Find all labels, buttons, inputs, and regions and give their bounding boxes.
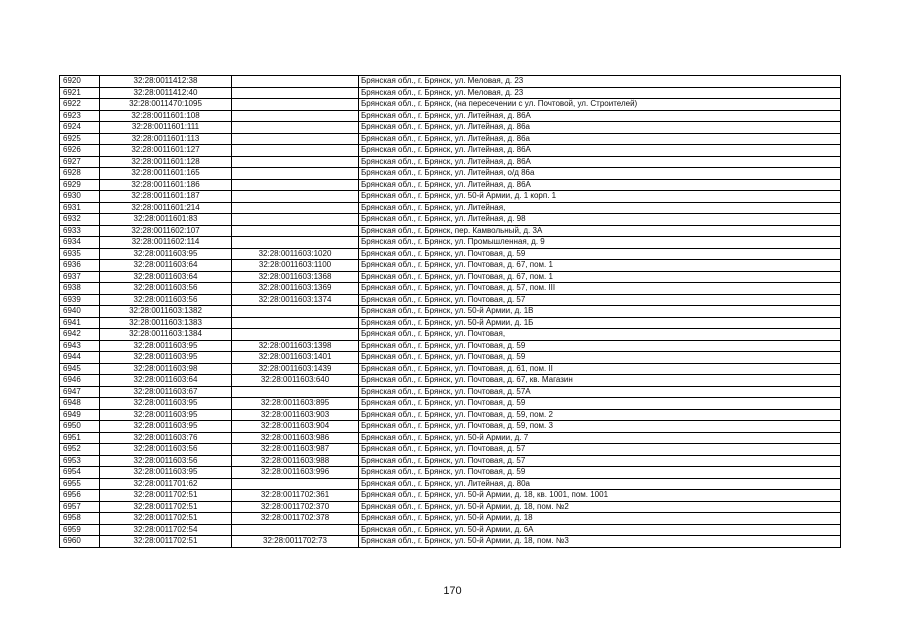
cell-cadastral-number: 32:28:0011412:38 bbox=[100, 76, 232, 88]
cell-number: 6943 bbox=[60, 340, 100, 352]
cell-cadastral-number: 32:28:0011603:56 bbox=[100, 283, 232, 295]
cell-number: 6939 bbox=[60, 294, 100, 306]
table-row bbox=[60, 363, 841, 375]
cell-number: 6935 bbox=[60, 248, 100, 260]
cell-parent-cadastral-number: 32:28:0011603:1100 bbox=[232, 260, 359, 272]
cell-parent-cadastral-number: 32:28:0011603:987 bbox=[232, 444, 359, 456]
cell-address: Брянская обл., г. Брянск, ул. Литейная, д. 86А bbox=[359, 110, 841, 122]
table-row bbox=[60, 467, 841, 479]
table-row bbox=[60, 501, 841, 513]
cell-address: Брянская обл., г. Брянск, ул. Литейная, bbox=[359, 202, 841, 214]
cell-cadastral-number: 32:28:0011601:111 bbox=[100, 122, 232, 134]
cell-address: Брянская обл., г. Брянск, ул. Литейная, д. 86а bbox=[359, 122, 841, 134]
cell-parent-cadastral-number bbox=[232, 237, 359, 249]
cell-address: Брянская обл., г. Брянск, ул. 50-й Армии, д. 18, кв. 1001, пом. 1001 bbox=[359, 490, 841, 502]
table-row bbox=[60, 444, 841, 456]
cell-cadastral-number: 32:28:0011603:95 bbox=[100, 421, 232, 433]
cell-cadastral-number: 32:28:0011702:51 bbox=[100, 490, 232, 502]
table-row bbox=[60, 76, 841, 88]
table-row bbox=[60, 375, 841, 387]
cell-cadastral-number: 32:28:0011701:62 bbox=[100, 478, 232, 490]
cell-parent-cadastral-number: 32:28:0011603:895 bbox=[232, 398, 359, 410]
cell-number: 6957 bbox=[60, 501, 100, 513]
cell-cadastral-number: 32:28:0011601:83 bbox=[100, 214, 232, 226]
table-row bbox=[60, 191, 841, 203]
cell-address: Брянская обл., г. Брянск, ул. Литейная, д. 86А bbox=[359, 145, 841, 157]
cell-address: Брянская обл., г. Брянск, ул. Почтовая, д. 57 bbox=[359, 444, 841, 456]
table-row bbox=[60, 237, 841, 249]
cell-cadastral-number: 32:28:0011603:98 bbox=[100, 363, 232, 375]
cell-parent-cadastral-number bbox=[232, 76, 359, 88]
cell-parent-cadastral-number bbox=[232, 145, 359, 157]
cell-address: Брянская обл., г. Брянск, (на пересечении с ул. Почтовой, ул. Строителей) bbox=[359, 99, 841, 111]
cell-number: 6954 bbox=[60, 467, 100, 479]
cell-address: Брянская обл., г. Брянск, ул. Почтовая, д. 59, пом. 2 bbox=[359, 409, 841, 421]
cell-address: Брянская обл., г. Брянск, ул. Почтовая, bbox=[359, 329, 841, 341]
cell-address: Брянская обл., г. Брянск, ул. Почтовая, д. 57 bbox=[359, 294, 841, 306]
table-row bbox=[60, 225, 841, 237]
cell-address: Брянская обл., г. Брянск, ул. Почтовая, д. 61, пом. II bbox=[359, 363, 841, 375]
cell-cadastral-number: 32:28:0011702:54 bbox=[100, 524, 232, 536]
cell-number: 6932 bbox=[60, 214, 100, 226]
table-row bbox=[60, 432, 841, 444]
table-row bbox=[60, 340, 841, 352]
cell-number: 6929 bbox=[60, 179, 100, 191]
cell-address: Брянская обл., г. Брянск, ул. Почтовая, д. 59 bbox=[359, 340, 841, 352]
table-row bbox=[60, 478, 841, 490]
cell-number: 6921 bbox=[60, 87, 100, 99]
cell-number: 6950 bbox=[60, 421, 100, 433]
cell-cadastral-number: 32:28:0011603:95 bbox=[100, 340, 232, 352]
cell-cadastral-number: 32:28:0011603:67 bbox=[100, 386, 232, 398]
cell-parent-cadastral-number: 32:28:0011603:986 bbox=[232, 432, 359, 444]
cell-number: 6933 bbox=[60, 225, 100, 237]
cell-number: 6959 bbox=[60, 524, 100, 536]
table-row bbox=[60, 156, 841, 168]
cell-address: Брянская обл., г. Брянск, ул. 50-й Армии, д. 18 bbox=[359, 513, 841, 525]
cell-parent-cadastral-number: 32:28:0011603:996 bbox=[232, 467, 359, 479]
cell-address: Брянская обл., г. Брянск, пер. Камвольный, д. 3А bbox=[359, 225, 841, 237]
cell-number: 6931 bbox=[60, 202, 100, 214]
cell-number: 6922 bbox=[60, 99, 100, 111]
cell-address: Брянская обл., г. Брянск, ул. Почтовая, д. 67, пом. 1 bbox=[359, 271, 841, 283]
cell-number: 6920 bbox=[60, 76, 100, 88]
table-row bbox=[60, 421, 841, 433]
cell-address: Брянская обл., г. Брянск, ул. Почтовая, д. 59 bbox=[359, 467, 841, 479]
cell-parent-cadastral-number: 32:28:0011603:1439 bbox=[232, 363, 359, 375]
cell-number: 6936 bbox=[60, 260, 100, 272]
table-row bbox=[60, 260, 841, 272]
cell-cadastral-number: 32:28:0011601:108 bbox=[100, 110, 232, 122]
cell-parent-cadastral-number: 32:28:0011603:903 bbox=[232, 409, 359, 421]
cell-address: Брянская обл., г. Брянск, ул. Почтовая, д. 59 bbox=[359, 352, 841, 364]
table-row bbox=[60, 490, 841, 502]
cell-address: Брянская обл., г. Брянск, ул. Почтовая, д. 57 bbox=[359, 455, 841, 467]
cell-parent-cadastral-number bbox=[232, 110, 359, 122]
table-row bbox=[60, 294, 841, 306]
cell-number: 6938 bbox=[60, 283, 100, 295]
cell-cadastral-number: 32:28:0011603:64 bbox=[100, 260, 232, 272]
table-row bbox=[60, 179, 841, 191]
cell-number: 6945 bbox=[60, 363, 100, 375]
cell-address: Брянская обл., г. Брянск, ул. Литейная, д. 86а bbox=[359, 133, 841, 145]
cell-address: Брянская обл., г. Брянск, ул. Почтовая, д. 59 bbox=[359, 398, 841, 410]
cell-cadastral-number: 32:28:0011603:56 bbox=[100, 455, 232, 467]
cell-cadastral-number: 32:28:0011603:1382 bbox=[100, 306, 232, 318]
cell-number: 6946 bbox=[60, 375, 100, 387]
table-row bbox=[60, 329, 841, 341]
table-row bbox=[60, 386, 841, 398]
cell-number: 6948 bbox=[60, 398, 100, 410]
cell-parent-cadastral-number bbox=[232, 133, 359, 145]
cell-address: Брянская обл., г. Брянск, ул. Литейная, д. 98 bbox=[359, 214, 841, 226]
cell-parent-cadastral-number bbox=[232, 87, 359, 99]
cell-parent-cadastral-number bbox=[232, 191, 359, 203]
cell-parent-cadastral-number bbox=[232, 168, 359, 180]
cell-number: 6947 bbox=[60, 386, 100, 398]
cell-cadastral-number: 32:28:0011603:56 bbox=[100, 444, 232, 456]
cell-address: Брянская обл., г. Брянск, ул. Меловая, д. 23 bbox=[359, 76, 841, 88]
table-row bbox=[60, 145, 841, 157]
cell-number: 6958 bbox=[60, 513, 100, 525]
cell-parent-cadastral-number bbox=[232, 386, 359, 398]
cell-number: 6925 bbox=[60, 133, 100, 145]
cell-address: Брянская обл., г. Брянск, ул. 50-й Армии, д. 7 bbox=[359, 432, 841, 444]
cell-number: 6926 bbox=[60, 145, 100, 157]
cell-cadastral-number: 32:28:0011601:165 bbox=[100, 168, 232, 180]
cell-address: Брянская обл., г. Брянск, ул. Почтовая, д. 67, пом. 1 bbox=[359, 260, 841, 272]
cell-cadastral-number: 32:28:0011603:1383 bbox=[100, 317, 232, 329]
cell-parent-cadastral-number bbox=[232, 156, 359, 168]
cell-parent-cadastral-number bbox=[232, 122, 359, 134]
cell-number: 6923 bbox=[60, 110, 100, 122]
table-row bbox=[60, 271, 841, 283]
cell-cadastral-number: 32:28:0011603:64 bbox=[100, 375, 232, 387]
cell-number: 6960 bbox=[60, 536, 100, 548]
cadastral-table bbox=[59, 75, 841, 548]
cell-cadastral-number: 32:28:0011702:51 bbox=[100, 501, 232, 513]
cell-address: Брянская обл., г. Брянск, ул. Почтовая, д. 59, пом. 3 bbox=[359, 421, 841, 433]
cell-address: Брянская обл., г. Брянск, ул. Почтовая, д. 57, пом. III bbox=[359, 283, 841, 295]
table-row bbox=[60, 524, 841, 536]
cell-parent-cadastral-number: 32:28:0011603:904 bbox=[232, 421, 359, 433]
cell-cadastral-number: 32:28:0011603:64 bbox=[100, 271, 232, 283]
table-row bbox=[60, 99, 841, 111]
cell-cadastral-number: 32:28:0011601:214 bbox=[100, 202, 232, 214]
cell-number: 6949 bbox=[60, 409, 100, 421]
table-row bbox=[60, 202, 841, 214]
cell-number: 6934 bbox=[60, 237, 100, 249]
cell-number: 6952 bbox=[60, 444, 100, 456]
cell-address: Брянская обл., г. Брянск, ул. 50-й Армии, д. 6А bbox=[359, 524, 841, 536]
cell-number: 6953 bbox=[60, 455, 100, 467]
cell-address: Брянская обл., г. Брянск, ул. 50-й Армии, д. 1Б bbox=[359, 317, 841, 329]
cell-number: 6944 bbox=[60, 352, 100, 364]
cell-parent-cadastral-number: 32:28:0011603:640 bbox=[232, 375, 359, 387]
cell-parent-cadastral-number: 32:28:0011603:1368 bbox=[232, 271, 359, 283]
cell-address: Брянская обл., г. Брянск, ул. Литейная, д. 86А bbox=[359, 179, 841, 191]
table-row bbox=[60, 122, 841, 134]
cell-number: 6924 bbox=[60, 122, 100, 134]
cell-address: Брянская обл., г. Брянск, ул. 50-й Армии, д. 18, пом. №2 bbox=[359, 501, 841, 513]
cell-number: 6927 bbox=[60, 156, 100, 168]
cell-address: Брянская обл., г. Брянск, ул. Почтовая, д. 57А bbox=[359, 386, 841, 398]
cell-address: Брянская обл., г. Брянск, ул. Литейная, д. 86А bbox=[359, 156, 841, 168]
cell-number: 6930 bbox=[60, 191, 100, 203]
cell-parent-cadastral-number bbox=[232, 478, 359, 490]
cell-number: 6937 bbox=[60, 271, 100, 283]
cell-cadastral-number: 32:28:0011602:107 bbox=[100, 225, 232, 237]
cell-number: 6928 bbox=[60, 168, 100, 180]
cell-cadastral-number: 32:28:0011603:95 bbox=[100, 467, 232, 479]
cell-parent-cadastral-number bbox=[232, 225, 359, 237]
cell-parent-cadastral-number bbox=[232, 179, 359, 191]
table-row bbox=[60, 352, 841, 364]
cell-parent-cadastral-number: 32:28:0011603:1374 bbox=[232, 294, 359, 306]
cell-cadastral-number: 32:28:0011601:128 bbox=[100, 156, 232, 168]
cell-address: Брянская обл., г. Брянск, ул. 50-й Армии, д. 1В bbox=[359, 306, 841, 318]
cell-cadastral-number: 32:28:0011601:127 bbox=[100, 145, 232, 157]
cell-parent-cadastral-number: 32:28:0011603:1401 bbox=[232, 352, 359, 364]
cell-address: Брянская обл., г. Брянск, ул. Почтовая, д. 67, кв. Магазин bbox=[359, 375, 841, 387]
cell-number: 6956 bbox=[60, 490, 100, 502]
cell-cadastral-number: 32:28:0011702:51 bbox=[100, 513, 232, 525]
cell-cadastral-number: 32:28:0011603:1384 bbox=[100, 329, 232, 341]
cell-parent-cadastral-number bbox=[232, 202, 359, 214]
cell-address: Брянская обл., г. Брянск, ул. Меловая, д. 23 bbox=[359, 87, 841, 99]
cell-cadastral-number: 32:28:0011702:51 bbox=[100, 536, 232, 548]
cell-number: 6955 bbox=[60, 478, 100, 490]
cell-parent-cadastral-number: 32:28:0011702:73 bbox=[232, 536, 359, 548]
cell-parent-cadastral-number bbox=[232, 306, 359, 318]
cell-cadastral-number: 32:28:0011601:187 bbox=[100, 191, 232, 203]
table-row bbox=[60, 283, 841, 295]
table-row bbox=[60, 110, 841, 122]
cell-number: 6941 bbox=[60, 317, 100, 329]
cell-parent-cadastral-number bbox=[232, 317, 359, 329]
cell-number: 6942 bbox=[60, 329, 100, 341]
table-row bbox=[60, 409, 841, 421]
table-row bbox=[60, 317, 841, 329]
cell-address: Брянская обл., г. Брянск, ул. Литейная, о/д 86а bbox=[359, 168, 841, 180]
cell-address: Брянская обл., г. Брянск, ул. Почтовая, д. 59 bbox=[359, 248, 841, 260]
cell-parent-cadastral-number bbox=[232, 214, 359, 226]
table-row bbox=[60, 398, 841, 410]
cell-parent-cadastral-number: 32:28:0011603:988 bbox=[232, 455, 359, 467]
table-row bbox=[60, 536, 841, 548]
cell-cadastral-number: 32:28:0011601:186 bbox=[100, 179, 232, 191]
table-row bbox=[60, 133, 841, 145]
cell-number: 6940 bbox=[60, 306, 100, 318]
cell-cadastral-number: 32:28:0011470:1095 bbox=[100, 99, 232, 111]
cell-parent-cadastral-number: 32:28:0011603:1398 bbox=[232, 340, 359, 352]
cell-cadastral-number: 32:28:0011412:40 bbox=[100, 87, 232, 99]
cell-number: 6951 bbox=[60, 432, 100, 444]
cell-address: Брянская обл., г. Брянск, ул. 50-й Армии, д. 1 корп. 1 bbox=[359, 191, 841, 203]
table-row bbox=[60, 513, 841, 525]
cell-cadastral-number: 32:28:0011603:76 bbox=[100, 432, 232, 444]
table-row bbox=[60, 168, 841, 180]
table-row bbox=[60, 214, 841, 226]
cell-cadastral-number: 32:28:0011603:95 bbox=[100, 248, 232, 260]
cell-address: Брянская обл., г. Брянск, ул. Литейная, д. 80а bbox=[359, 478, 841, 490]
table-row bbox=[60, 306, 841, 318]
table-body bbox=[60, 76, 841, 548]
page-number: 170 bbox=[443, 585, 462, 597]
table-row bbox=[60, 87, 841, 99]
cell-parent-cadastral-number bbox=[232, 329, 359, 341]
cell-cadastral-number: 32:28:0011603:95 bbox=[100, 409, 232, 421]
cell-address: Брянская обл., г. Брянск, ул. Промышленная, д. 9 bbox=[359, 237, 841, 249]
cell-cadastral-number: 32:28:0011603:95 bbox=[100, 398, 232, 410]
cell-parent-cadastral-number: 32:28:0011702:378 bbox=[232, 513, 359, 525]
cell-cadastral-number: 32:28:0011602:114 bbox=[100, 237, 232, 249]
cell-parent-cadastral-number bbox=[232, 99, 359, 111]
cell-cadastral-number: 32:28:0011601:113 bbox=[100, 133, 232, 145]
cell-address: Брянская обл., г. Брянск, ул. 50-й Армии, д. 18, пом. №3 bbox=[359, 536, 841, 548]
cell-parent-cadastral-number bbox=[232, 524, 359, 536]
table-row bbox=[60, 455, 841, 467]
table-row bbox=[60, 248, 841, 260]
cell-cadastral-number: 32:28:0011603:95 bbox=[100, 352, 232, 364]
cell-cadastral-number: 32:28:0011603:56 bbox=[100, 294, 232, 306]
cell-parent-cadastral-number: 32:28:0011702:370 bbox=[232, 501, 359, 513]
cell-parent-cadastral-number: 32:28:0011603:1369 bbox=[232, 283, 359, 295]
cell-parent-cadastral-number: 32:28:0011603:1020 bbox=[232, 248, 359, 260]
cell-parent-cadastral-number: 32:28:0011702:361 bbox=[232, 490, 359, 502]
